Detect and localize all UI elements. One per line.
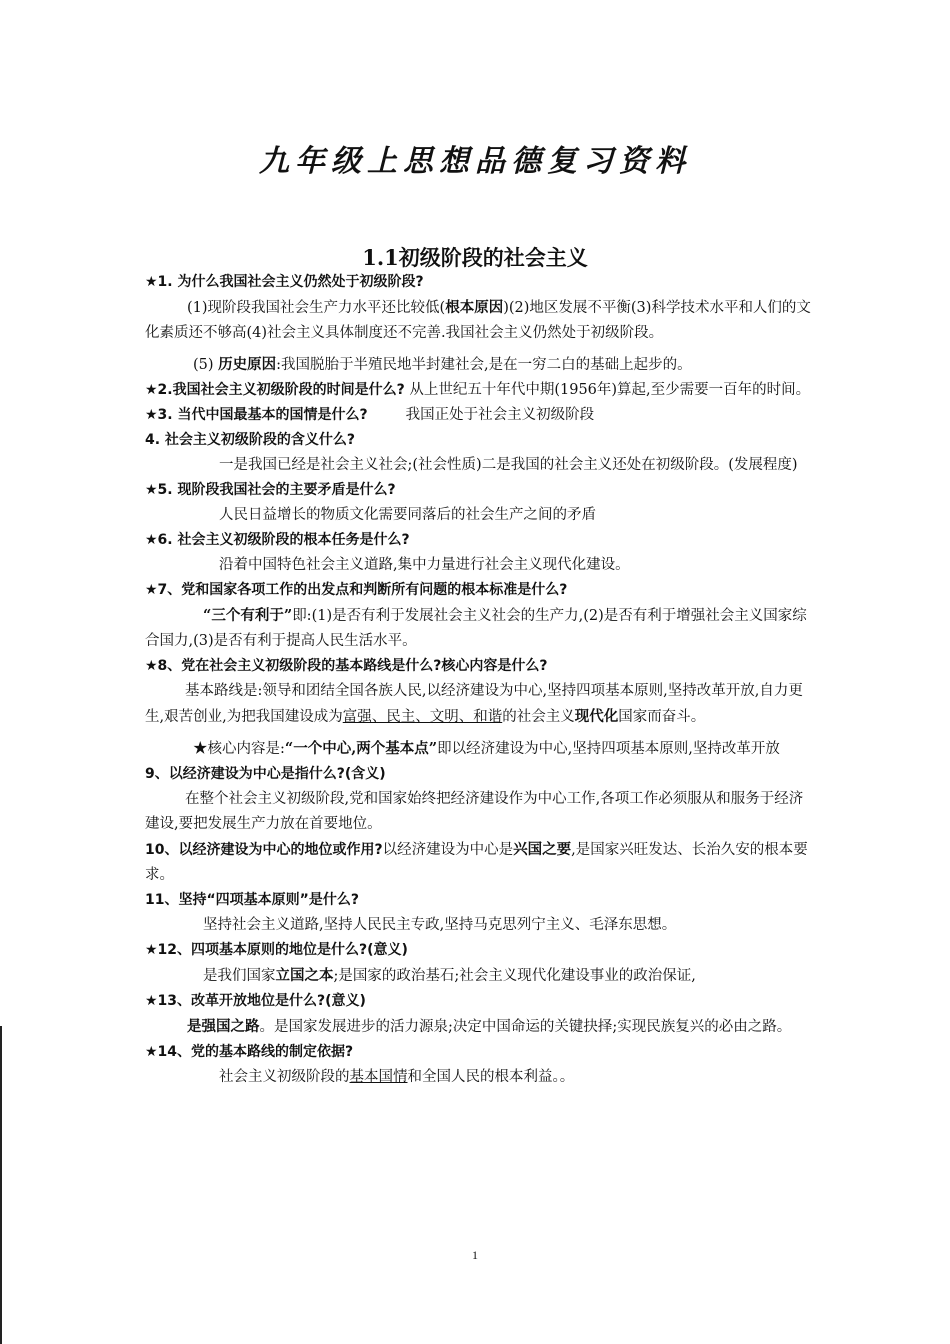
left-margin-rule — [0, 1026, 2, 1344]
question-2: ★2.我国社会主义初级阶段的时间是什么? — [145, 382, 405, 398]
question-6: ★6. 社会主义初级阶段的根本任务是什么? — [145, 532, 410, 548]
answer-text: ,是国家兴旺发达、长治久安的根本要求。 — [145, 842, 808, 883]
underlined-text: 基本国情 — [349, 1069, 408, 1085]
content-body — [145, 270, 813, 1090]
answer-2: 从上世纪五十年代中期(1956年)算起,至少需要一百年的时间。 — [404, 382, 811, 398]
answer-text: ;是国家的政治基石;社会主义现代化建设事业的政治保证, — [333, 968, 696, 984]
emphasis-text: 根本原因 — [445, 299, 504, 316]
question-9: 9、以经济建设为中心是指什么?(含义) — [145, 766, 386, 782]
emphasis-text: “三个有利于” — [203, 607, 293, 624]
question-10: 10、以经济建设为中心的地位或作用? — [145, 842, 383, 858]
answer-4: 一是我国已经是社会主义社会;(社会性质)二是我国的社会主义还处在初级阶段。(发展程度) — [219, 457, 798, 473]
answer-text: 和全国人民的根本利益。。 — [407, 1069, 575, 1085]
question-4: 4. 社会主义初级阶段的含义什么? — [145, 432, 356, 448]
answer-11: 坚持社会主义道路,坚持人民民主专政,坚持马克思列宁主义、毛泽东思想。 — [203, 917, 677, 933]
emphasis-text: 是强国之路 — [187, 1018, 260, 1035]
answer-text: 。是国家发展进步的活力源泉;决定中国命运的关键抉择;实现民族复兴的必由之路。 — [259, 1019, 792, 1035]
question-7: ★7、党和国家各项工作的出发点和判断所有问题的根本标准是什么? — [145, 582, 568, 598]
answer-text: 基本路线是:领导和团结全国各族人民,以经济建设为中心,坚持四项基本原则,坚持改革开放,自力更生,艰苦创业,为把我国建设成为 — [145, 683, 803, 725]
question-13: ★13、改革开放地位是什么?(意义) — [145, 993, 366, 1009]
emphasis-text: 立国之本 — [275, 967, 334, 984]
emphasis-text: 现代化 — [574, 708, 619, 725]
page-number: 1 — [472, 1248, 478, 1262]
emphasis-text: “一个中心,两个基本点” — [284, 740, 438, 757]
underlined-text: 富强、民主、文明、和谐 — [342, 709, 503, 725]
answer-13 — [145, 1014, 813, 1040]
answer-text: :我国脱胎于半殖民地半封建社会,是在一穷二白的基础上起步的。 — [276, 357, 692, 373]
answer-14 — [145, 1065, 813, 1090]
answer-text: 即:(1)是否有利于发展社会主义社会的生产力,(2)是否有利于增强社会主义国家综合国力,(3)是否有利于提高人民生活水平。 — [145, 608, 807, 649]
answer-text: 国家而奋斗。 — [618, 709, 706, 725]
answer-text: 以经济建设为中心是 — [382, 842, 514, 858]
question-10-paragraph — [145, 837, 813, 888]
question-3-paragraph — [145, 403, 813, 428]
question-14: ★14、党的基本路线的制定依据? — [145, 1044, 354, 1060]
answer-5: 人民日益增长的物质文化需要同落后的社会生产之间的矛盾 — [219, 507, 596, 523]
emphasis-text: 兴国之要 — [513, 841, 572, 858]
answer-1-paragraph-2 — [145, 352, 813, 378]
answer-12 — [145, 963, 813, 989]
main-title: 九年级上思想品德复习资料 — [259, 144, 691, 179]
question-5: ★5. 现阶段我国社会的主要矛盾是什么? — [145, 482, 396, 498]
answer-text: 即以经济建设为中心,坚持四项基本原则,坚持改革开放 — [437, 741, 780, 757]
answer-text: (1)现阶段我国社会生产力水平还比较低( — [187, 300, 446, 316]
answer-8-paragraph-2 — [145, 736, 813, 762]
question-2-paragraph — [145, 378, 813, 403]
question-3: ★3. 当代中国最基本的国情是什么? — [145, 407, 368, 423]
section-title: 1.1初级阶段的社会主义 — [362, 245, 588, 270]
answer-6: 沿着中国特色社会主义道路,集中力量进行社会主义现代化建设。 — [219, 557, 630, 573]
answer-text: )(2)地区发展不平衡(3)科学技术水平和人们的文化素质还不够高(4)社会主义具体制度还不完善.我国社会主义仍然处于初级阶段。 — [145, 300, 811, 341]
emphasis-text: 历史原因 — [218, 356, 277, 373]
question-12: ★12、四项基本原则的地位是什么?(意义) — [145, 942, 408, 958]
answer-text: 的社会主义 — [502, 709, 575, 725]
answer-text: ★核心内容是: — [193, 741, 285, 757]
answer-8-paragraph-1 — [145, 679, 813, 730]
answer-text: 是我们国家 — [203, 968, 276, 984]
question-1: ★1. 为什么我国社会主义仍然处于初级阶段? — [145, 274, 424, 290]
answer-9: 在整个社会主义初级阶段,党和国家始终把经济建设作为中心工作,各项工作必须服从和服务于经济建设,要把发展生产力放在首要地位。 — [145, 791, 804, 832]
question-11: 11、坚持“四项基本原则”是什么? — [145, 892, 360, 908]
answer-text: (5) — [193, 357, 219, 373]
answer-7 — [145, 603, 813, 654]
answer-1-paragraph-1 — [145, 295, 813, 346]
answer-3: 我国正处于社会主义初级阶段 — [405, 407, 595, 423]
question-8: ★8、党在社会主义初级阶段的基本路线是什么?核心内容是什么? — [145, 658, 548, 674]
answer-text: 社会主义初级阶段的 — [219, 1069, 350, 1085]
